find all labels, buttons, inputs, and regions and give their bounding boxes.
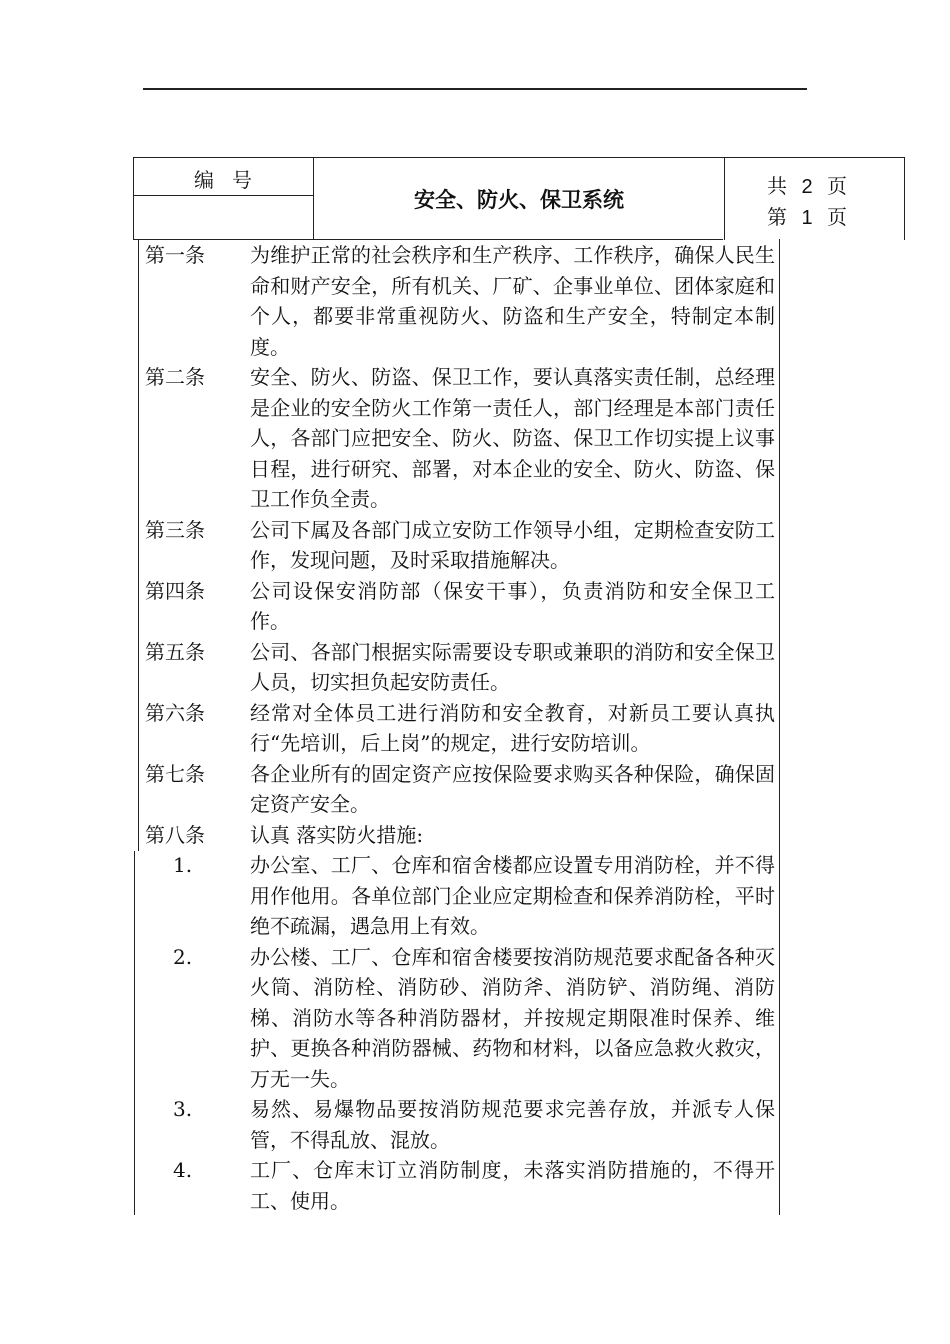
current-page bbox=[767, 201, 847, 230]
article-label: 第二条 bbox=[145, 365, 205, 389]
code-label: 编号 bbox=[194, 168, 270, 192]
item-label: 1. bbox=[173, 853, 193, 877]
article-text: 各企业所有的固定资产应按保险要求购买各种保险，确保固定资产安全。 bbox=[250, 761, 775, 816]
article-text: 公司设保安消防部（保安干事），负责消防和安全保卫工作。 bbox=[250, 578, 775, 633]
item-1 bbox=[145, 850, 775, 942]
item-label: 4. bbox=[173, 1158, 193, 1182]
total-suffix: 页 bbox=[827, 174, 847, 198]
article-text: 公司、各部门根据实际需要设专职或兼职的消防和安全保卫人员，切实担负起安防责任。 bbox=[250, 639, 775, 694]
article-4 bbox=[145, 576, 775, 637]
header-divider-2 bbox=[724, 158, 725, 240]
article-label: 第六条 bbox=[145, 700, 205, 725]
article-label: 第五条 bbox=[145, 639, 205, 664]
item-text: 办公室、工厂、仓库和宿舍楼都应设置专用消防栓，并不得用作他用。各单位部门企业应定期检查和保养消防栓，平时绝不疏漏，遇急用上有效。 bbox=[250, 853, 775, 938]
article-text: 安全、防火、防盗、保卫工作，要认真落实责任制，总经理是企业的安全防火工作第一责任人，部门经理是本部门责任人，各部门应把安全、防火、防盗、保卫工作切实提上议事日程，进行研究、部署，对本企业的安全、防火、防盗、保卫工作负全责。 bbox=[250, 365, 775, 511]
current-prefix: 第 bbox=[767, 205, 787, 229]
top-rule bbox=[143, 88, 807, 90]
item-4 bbox=[145, 1155, 775, 1216]
item-2 bbox=[145, 942, 775, 1095]
article-3 bbox=[145, 515, 775, 576]
article-label: 第八条 bbox=[145, 822, 205, 847]
total-pages-value: 2 bbox=[801, 176, 813, 198]
document-header-table bbox=[133, 157, 905, 240]
article-text: 公司下属及各部门成立安防工作领导小组，定期检查安防工作，发现问题，及时采取措施解决。 bbox=[250, 517, 775, 572]
article-label: 第七条 bbox=[145, 761, 205, 786]
article-label: 第一条 bbox=[145, 243, 205, 267]
code-underline bbox=[133, 195, 313, 196]
total-prefix: 共 bbox=[767, 174, 787, 198]
article-text: 经常对全体员工进行消防和安全教育，对新员工要认真执行“先培训，后上岗”的规定，进行安防培训。 bbox=[250, 700, 775, 755]
article-7 bbox=[145, 759, 775, 820]
article-text: 认真 落实防火措施: bbox=[250, 822, 424, 847]
article-label: 第四条 bbox=[145, 578, 205, 603]
article-text: 为维护正常的社会秩序和生产秩序、工作秩序，确保人民生命和财产安全，所有机关、厂矿、企事业单位、团体家庭和个人，都要非常重视防火、防盗和生产安全，特制定本制度。 bbox=[250, 243, 775, 359]
item-text: 工厂、仓库末订立消防制度，未落实消防措施的，不得开工、使用。 bbox=[250, 1158, 775, 1213]
regulation-body bbox=[145, 240, 775, 1216]
article-1 bbox=[145, 240, 775, 362]
item-text: 办公楼、工厂、仓库和宿舍楼要按消防规范要求配备各种灭火筒、消防栓、消防砂、消防斧、消防铲、消防绳、消防梯、消防水等各种消防器材，并按规定期限准时保养、维护、更换各种消防器械、药物和材料，以备应急救火救灾，万无一失。 bbox=[250, 944, 775, 1091]
current-suffix: 页 bbox=[827, 205, 847, 229]
article-label: 第三条 bbox=[145, 517, 205, 542]
total-pages bbox=[767, 170, 847, 199]
current-page-value: 1 bbox=[801, 207, 813, 229]
article-8 bbox=[145, 820, 775, 851]
article-2 bbox=[145, 362, 775, 515]
header-border-right bbox=[904, 158, 905, 240]
body-border-right bbox=[779, 239, 780, 1215]
item-text: 易然、易爆物品要按消防规范要求完善存放，并派专人保管，不得乱放、混放。 bbox=[250, 1097, 775, 1152]
body-border-left-lower bbox=[134, 851, 135, 1215]
article-6 bbox=[145, 698, 775, 759]
item-3 bbox=[145, 1094, 775, 1155]
item-label: 2. bbox=[173, 944, 193, 969]
body-border-left-upper bbox=[138, 239, 139, 851]
article-5 bbox=[145, 637, 775, 698]
document-title: 安全、防火、保卫系统 bbox=[414, 188, 624, 212]
item-label: 3. bbox=[173, 1097, 193, 1121]
